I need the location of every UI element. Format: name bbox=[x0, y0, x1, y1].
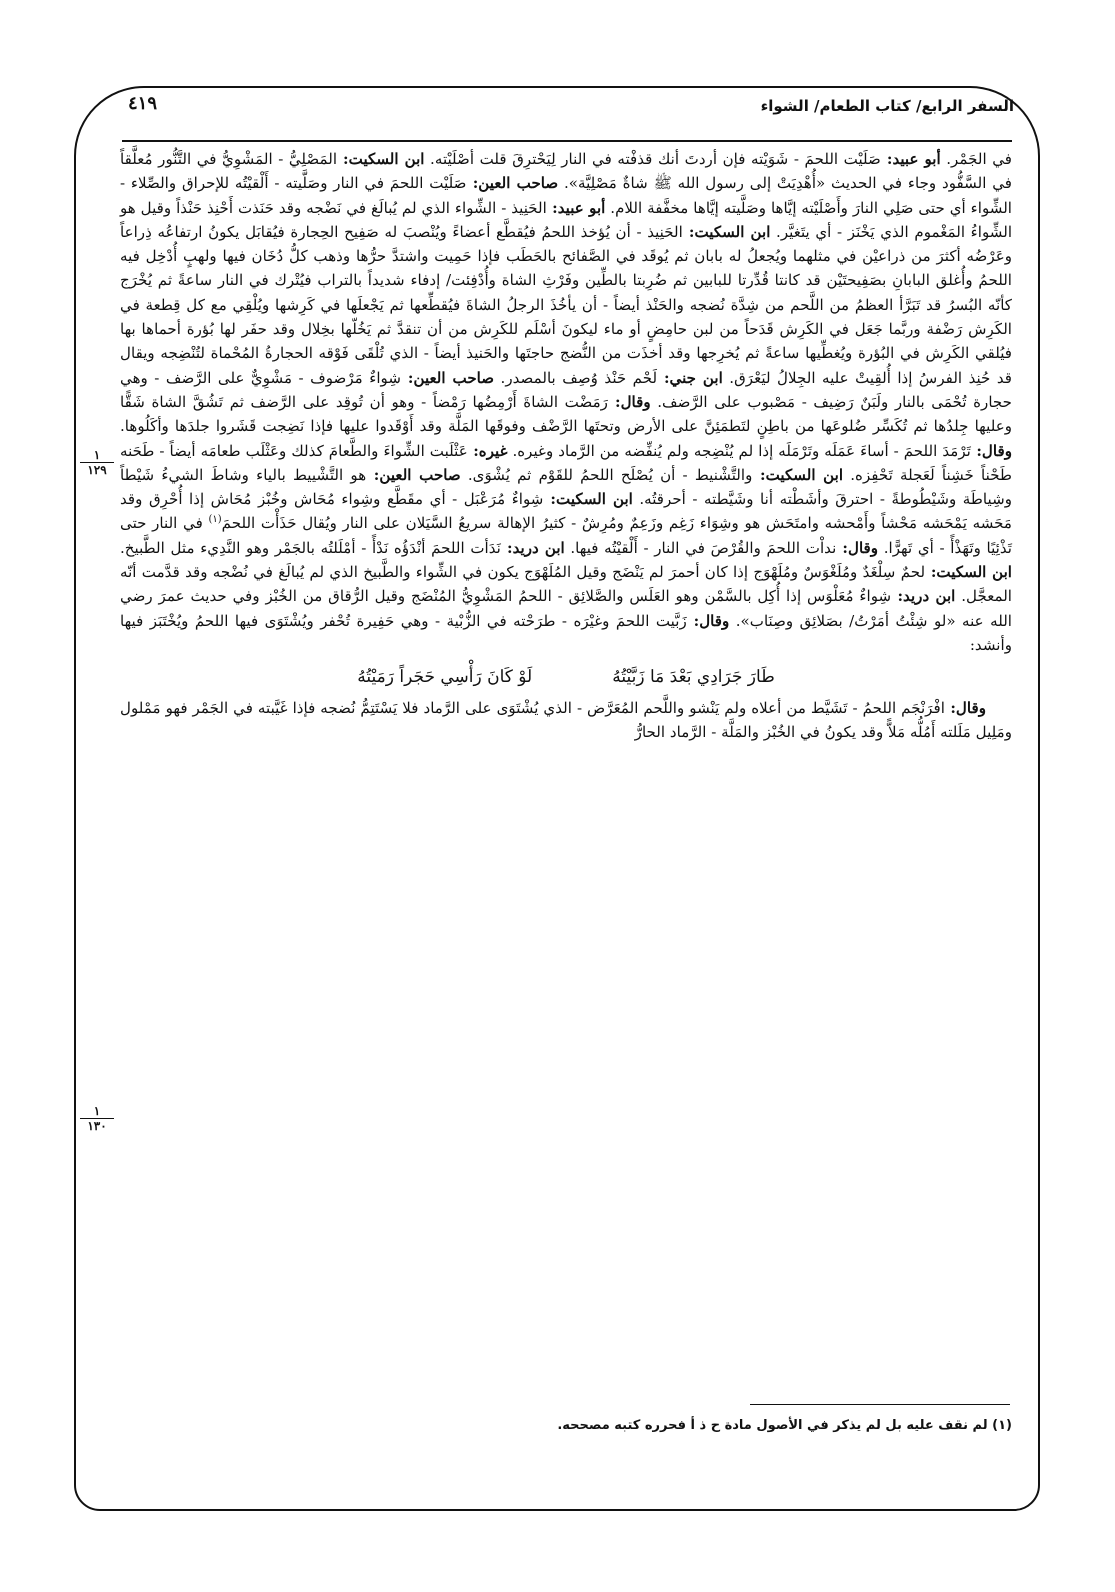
verse-first-hemistich: طَارَ جَرَادِي بَعْدَ مَا زَبَّيْتُهُ bbox=[612, 667, 775, 688]
page-number: ٤١٩ bbox=[128, 93, 158, 114]
source-attribution: صاحب العين: bbox=[400, 368, 495, 387]
text-run: لَحْم حَنْذ وُصِف بالمصدر. bbox=[494, 368, 658, 387]
source-attribution: وقال: bbox=[686, 611, 730, 630]
text-run: رَمَضْت الشاةَ أَرْمِضُها رَمْضاً - وهو أن تُوقِد على الرَّضف ثم تَشُقَّ الشاة شَقًّا وعليها جِلدُها ثم تُكَسِّر ضُلوعَها من باطِنٍ لتَطمَئِنَّ على الأرض وتحتَها الرَّضْف وفوقَها المَلَّة وقد أَوْقَدوا عليها فإذا نَضِجت قَشَروا جلدَها وأكَلُوها. bbox=[120, 392, 1012, 436]
text-run: نَدَأت اللحمَ أنْدَؤُه نَدْأً - أمْلَلتُه بالجَمْر وهو النَّدِيء مثل الطَّبيخ. bbox=[120, 538, 501, 557]
verse-second-hemistich: لَوْ كَانَ رَأْسِي حَجَراً رَمَيْتُهُ bbox=[357, 667, 533, 688]
source-attribution: أبو عبيد: bbox=[880, 150, 941, 168]
source-attribution: ابن دريد: bbox=[891, 587, 956, 606]
source-attribution: ابن دريد: bbox=[500, 538, 565, 557]
text-run: صَلَيْت اللحمَ في النار وصَلَّيته - أَلْقيْتُه للإحراق والصِّلاء - الشِّواء أي حتى صَلِي النارَ وأَصْلَيْته إيَّاها وصَلَّيته إيَّاها مخفَّفة اللام. bbox=[120, 174, 1012, 217]
text-run: هو التَّشْييط بالياء وشاطَ الشيءُ شَيْطاً وشِياطَة وشَيْطُوطةً - احترقَ وأشَطْته أنا وشَيَّطته - أحرقتُه. bbox=[120, 465, 1013, 509]
text-run: افْرَنْجَم اللحمُ - تَشَيَّط من أعلاه ولم يَنْشو واللَّحم المُعَرَّض - الذي يُشْتَوَى على الرَّماد فلا يَسْتَتِمُّ نُضجه فإذا غَيَّبته في الجَمْر فهو مَمْلول ومَلِيل مَلَلته أَمُلُّه مَلاًّ وقد يكونُ في الخُبْز والمَلَّة - الرَّماد الحارُّ bbox=[120, 698, 1012, 741]
source-attribution: صاحب العين: bbox=[466, 174, 559, 193]
text-run: والتَّشْنيط - أن يُصْلَح اللحمُ للقَوْم ثم يُشْوَى. bbox=[460, 465, 753, 484]
paragraph-2 bbox=[120, 696, 1012, 745]
source-attribution: وقال: bbox=[944, 698, 986, 717]
margin-ref-numerator: ١ bbox=[80, 448, 114, 463]
text-run: زَبَّيت اللحمَ وغيْرَه - طرَحْته في الزُّبْية - وهي حَفِيرة تُحْفر ويُشْتَوَى فيها اللحمُ ويُخْتَبَز فيها وأنشد: bbox=[120, 611, 1012, 654]
source-attribution: ابن السكيت: bbox=[337, 150, 425, 168]
margin-ref-denominator: ١٢٩ bbox=[87, 463, 107, 477]
text-run: لحمٌ سِلْغَدٌ ومُلَغْوَسٌ ومُلَهْوَج إذا كان أحمرَ لم يَنْضَج وقيل المُلَهْوَج يكون في الشِّواء والطَّبيخ الذي لم يُبالَغ في نُضْجه وقد قدَّمت أنّه المعجَّل. bbox=[120, 563, 1012, 606]
text-run: نداْت اللحمَ والقُرْصَ في النار - أَلْقيْتُه فيها. bbox=[564, 538, 837, 557]
text-run: الحَنِيذ - أن يُؤخذ اللحمُ فيُقطَّع أعضاءً ويُنْصبَ له صَفِيح الحِجارة فيُقابَل يكونُ ارتفاعُه ذِراعاً وعَرْضُه أكثرَ من ذراعيْن في مثلهما ويُجعلُ له بابان ثم يُوقَد في الصَّفائح بالحَطَب فإذا حَمِيت واشتدَّ حرُّها وذهب كلُّ دُخَان فيها ولهبٍ أُدْخِل فيه اللحمُ وأُغلق البابانِ بصَفِيحتَيْن قد كانتا قُدِّرتا للبابين ثم ضُرِبتا بالطِّين وفَرْثِ الشاة وأُدْفِئت/ إدفاء شديداً بالتراب فيُتْرك في النار ساعةً ثم يُخْرَج كأنّه البُسرُ قد تَبَرَّأ العظمُ من اللَّحم من شِدَّة نُضجه والحَنْذ أيضاً - أن يأخُذَ الرجلُ الشاةَ فيُقطِّعها ثم يَجْعلَها في كَرِشها ويُلْقِي مع كل قِطعة في الكَرِش رَضْفة وربَّما جَعَل في الكَرِش قَدَحاً من لبن حامِضٍ أو ماء ليكونَ أسْلَم للكَرِش من أن تنقدَّ ثم يَخُلّها بخِلال وقد حفَر لها بُؤرة أحماها بها فيُلقي الكَرِش في البُؤرة ويُغطِّيها ساعةً ثم يُخرِجها وقد أخذَت من النُّضج حاجتَها والحَنيذ أيضاً - الذي تُلْقَى فَوْقه الحجارةُ المُحْماة لتُنْضِجه ويقال قد حُنِذ الفرسُ إذا أُلقِيتْ عليه الجِلالُ ليَعْرَق. bbox=[120, 222, 1013, 387]
text-run: تَرْمَدَ اللحمَ - أساءَ عَمَلَه وتَرْمَلَه إذا لم يُنْضِجه ولم يُنفِّضه من الرَّماد وغيره. bbox=[507, 441, 971, 460]
main-text bbox=[120, 147, 1012, 744]
page-header bbox=[118, 93, 1014, 133]
margin-ref-numerator: ١ bbox=[80, 1104, 114, 1119]
source-attribution: وقال: bbox=[970, 441, 1012, 460]
source-attribution: ابن السكيت: bbox=[925, 563, 1012, 582]
text-run: شِواءٌ مَرْضوف - مَشْوِيٌّ على الرَّضف - وهي حجارة تُحْمَى بالنار ولَبَنٌ رَضِيف - مَصْبوب على الرَّضف. bbox=[120, 368, 1012, 411]
text-run: في النار حتى تَذْئِيًا وتَهَذْأً - أي تَهرًّا. bbox=[120, 514, 1012, 557]
source-attribution: وقال: bbox=[607, 392, 651, 411]
source-attribution: وقال: bbox=[836, 538, 879, 557]
source-attribution: ابن السكيت: bbox=[682, 222, 771, 241]
header-rule bbox=[122, 140, 1012, 142]
text-run: شِواءٌ مُرَعْبَل - أي مقَطَّع وشِواء مُحَاش وخُبْز مُحَاش إذا أُحْرِق وقد مَحَشه يَمْحَشه مَحْشاً وأَمْحشه وامتَحَش هو وشِوَاء زَغِم وزَعِمٌ ومُرِشٌ - كثيرُ الإهالة سريعُ السَّيَلان على النار ويُقال حَذَأْت اللحمَ bbox=[120, 490, 1012, 533]
footnote: (١) لم نقف عليه بل لم يذكر في الأصول مادة ح ذ أ فحرره كتبه مصححه. bbox=[557, 1418, 1012, 1433]
footnote-marker: (١) bbox=[208, 514, 222, 526]
text-run: صَلَيْت اللحمَ - شَوَيْته فإن أردتَ أنك قذفْته في النار لِيَحْترِقَ قلت أصْلَيْته. bbox=[424, 150, 881, 168]
text-run: الحَنِيذ - الشِّواء الذي لم يُبالَغ في نَضْجه وقد حَنَذت أَحْنِذ حَنْذاً وقيل هو الشِّواءُ المَغْموم الذي يَخْنَز - أي يتَغيَّر. bbox=[120, 198, 1013, 241]
footnote-rule bbox=[750, 1404, 1010, 1405]
source-attribution: ابن السكيت: bbox=[543, 490, 633, 509]
paragraph-1 bbox=[120, 147, 1012, 657]
text-run: شِواءٌ مُعَلْوَس إذا أُكِل بالسَّمْن وهو العَلَس والصَّلائِق - اللحمُ المَشْوِيُّ المُنْضَج وقيل الرُّقاق من الخُبْز وفي حديث عمرَ رضي الله عنه «لو شِئْتُ أمَرْتُ/ بصَلائِق وصِنَاب». bbox=[120, 587, 1012, 630]
margin-ref-1 bbox=[80, 448, 114, 477]
source-attribution: صاحب العين: bbox=[366, 465, 461, 484]
margin-ref-denominator: ١٣٠ bbox=[87, 1119, 107, 1133]
text-run: في الجَمْر. bbox=[940, 150, 1012, 168]
poetry-verse bbox=[120, 665, 1012, 689]
source-attribution: ابن جني: bbox=[657, 368, 723, 387]
source-attribution: غيره: bbox=[467, 441, 508, 460]
text-run: عَثْلَبت الشِّواءَ والطَّعامَ كذلك وعَثْلَب طعامَه أيضاً - طَحَنه طَحْناً خَشِناً لَعَجلة تَحْفِزه. bbox=[120, 441, 1012, 484]
running-title: السفر الرابع/ كتاب الطعام/ الشواء bbox=[760, 97, 1014, 115]
text-run: المَصْلِيُّ - المَشْوِيُّ في التَّنُّور مُعلَّقاً في السَّفُّود وجاء في الحديث «أُهْدِيَتْ إلى رسول الله ﷺ شاةٌ مَصْلِيَّة». bbox=[120, 150, 1012, 193]
source-attribution: ابن السكيت: bbox=[752, 465, 844, 484]
source-attribution: أبو عبيد: bbox=[546, 198, 606, 217]
margin-ref-2 bbox=[80, 1104, 114, 1133]
